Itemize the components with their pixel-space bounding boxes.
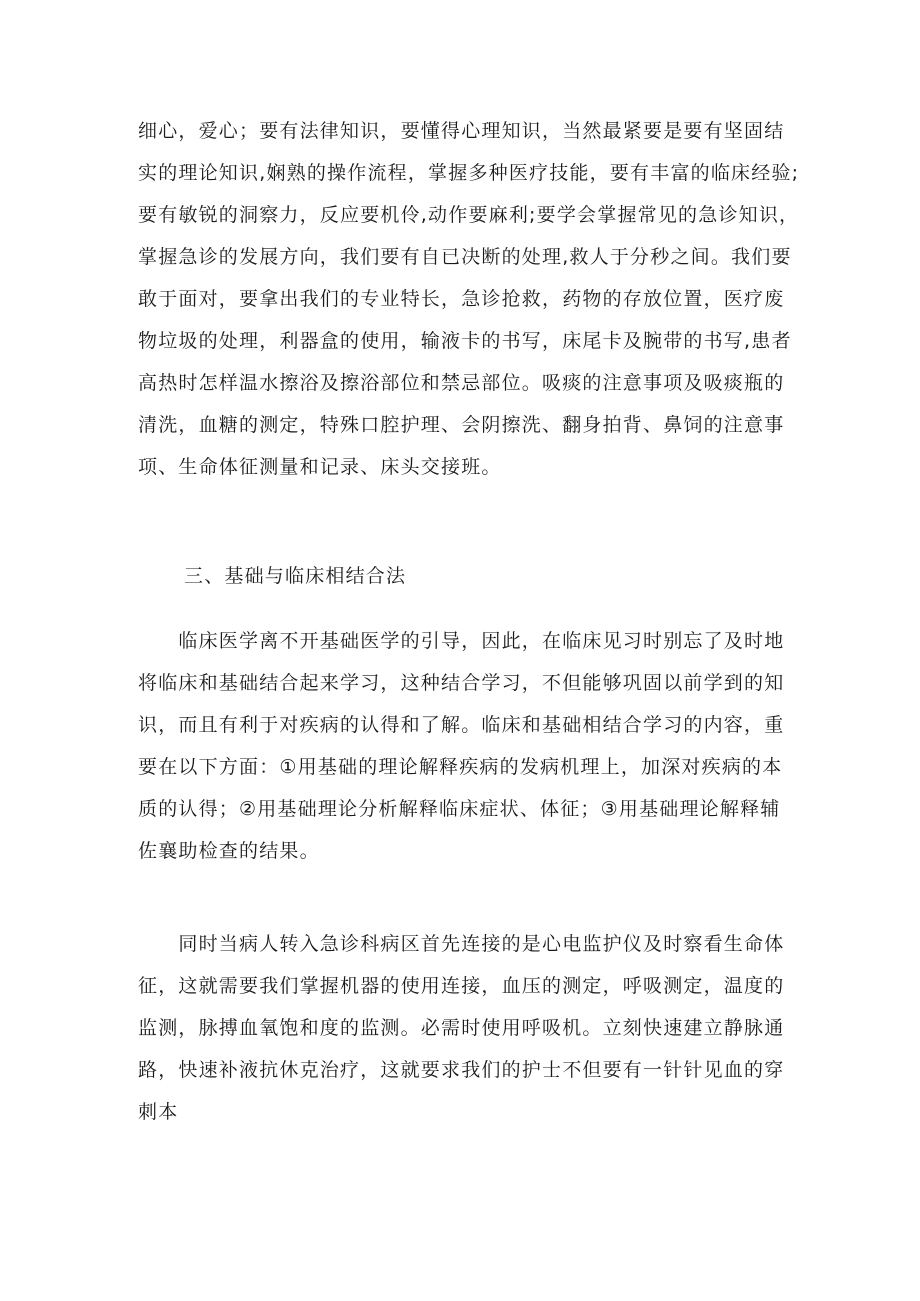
text-line: 要有敏锐的洞察力，反应要机伶,动作要麻利;要学会掌握常见的急诊知识， bbox=[138, 204, 800, 226]
text-line: 要在以下方面：①用基础的理论解释疾病的发病机理上，加深对疾病的本 bbox=[138, 756, 783, 778]
text-line: 征，这就需要我们掌握机器的使用连接，血压的测定，呼吸测定，温度的 bbox=[138, 975, 785, 997]
text-line: 清洗，血糖的测定，特殊口腔护理、会阴擦洗、翻身拍背、鼻饲的注意事 bbox=[138, 414, 785, 436]
text-line: 佐襄助检查的结果。 bbox=[138, 840, 320, 862]
text-line: 刺本 bbox=[138, 1101, 179, 1123]
text-line: 实的理论知识,娴熟的操作流程，掌握多种医疗技能，要有丰富的临床经验; bbox=[138, 162, 800, 184]
section-heading bbox=[184, 555, 834, 597]
section-heading-text: 三、基础与临床相结合法 bbox=[184, 565, 407, 587]
text-line: 掌握急诊的发展方向，我们要有自已决断的处理,救人于分秒之间。我们要 bbox=[138, 246, 792, 268]
text-line: 项、生命体征测量和记录、床头交接班。 bbox=[138, 456, 502, 478]
text-line: 临床医学离不开基础医学的引导，因此，在临床见习时别忘了及时地 bbox=[138, 630, 785, 652]
text-line: 细心，爱心；要有法律知识，要懂得心理知识，当然最紧要是要有坚固结 bbox=[138, 120, 785, 142]
paragraph-3 bbox=[138, 923, 788, 1133]
paragraph-1 bbox=[138, 110, 800, 488]
text-line: 将临床和基础结合起来学习，这种结合学习，不但能够巩固以前学到的知 bbox=[138, 672, 785, 694]
text-line: 物垃圾的处理，利器盒的使用，输液卡的书写，床尾卡及腕带的书写,患者 bbox=[138, 330, 792, 352]
text-line: 质的认得；②用基础理论分析解释临床症状、体征；③用基础理论解释辅 bbox=[138, 798, 781, 820]
text-line: 同时当病人转入急诊科病区首先连接的是心电监护仪及时察看生命体 bbox=[138, 933, 785, 955]
text-line: 识，而且有利于对疾病的认得和了解。临床和基础相结合学习的内容，重 bbox=[138, 714, 785, 736]
paragraph-2 bbox=[138, 620, 788, 872]
text-line: 高热时怎样温水擦浴及擦浴部位和禁忌部位。吸痰的注意事项及吸痰瓶的 bbox=[138, 372, 785, 394]
text-line: 路，快速补液抗休克治疗，这就要求我们的护士不但要有一针针见血的穿 bbox=[138, 1059, 785, 1081]
text-line: 敢于面对，要拿出我们的专业特长，急诊抢救，药物的存放位置，医疗废 bbox=[138, 288, 785, 310]
text-line: 监测，脉搏血氧饱和度的监测。必需时使用呼吸机。立刻快速建立静脉通 bbox=[138, 1017, 785, 1039]
